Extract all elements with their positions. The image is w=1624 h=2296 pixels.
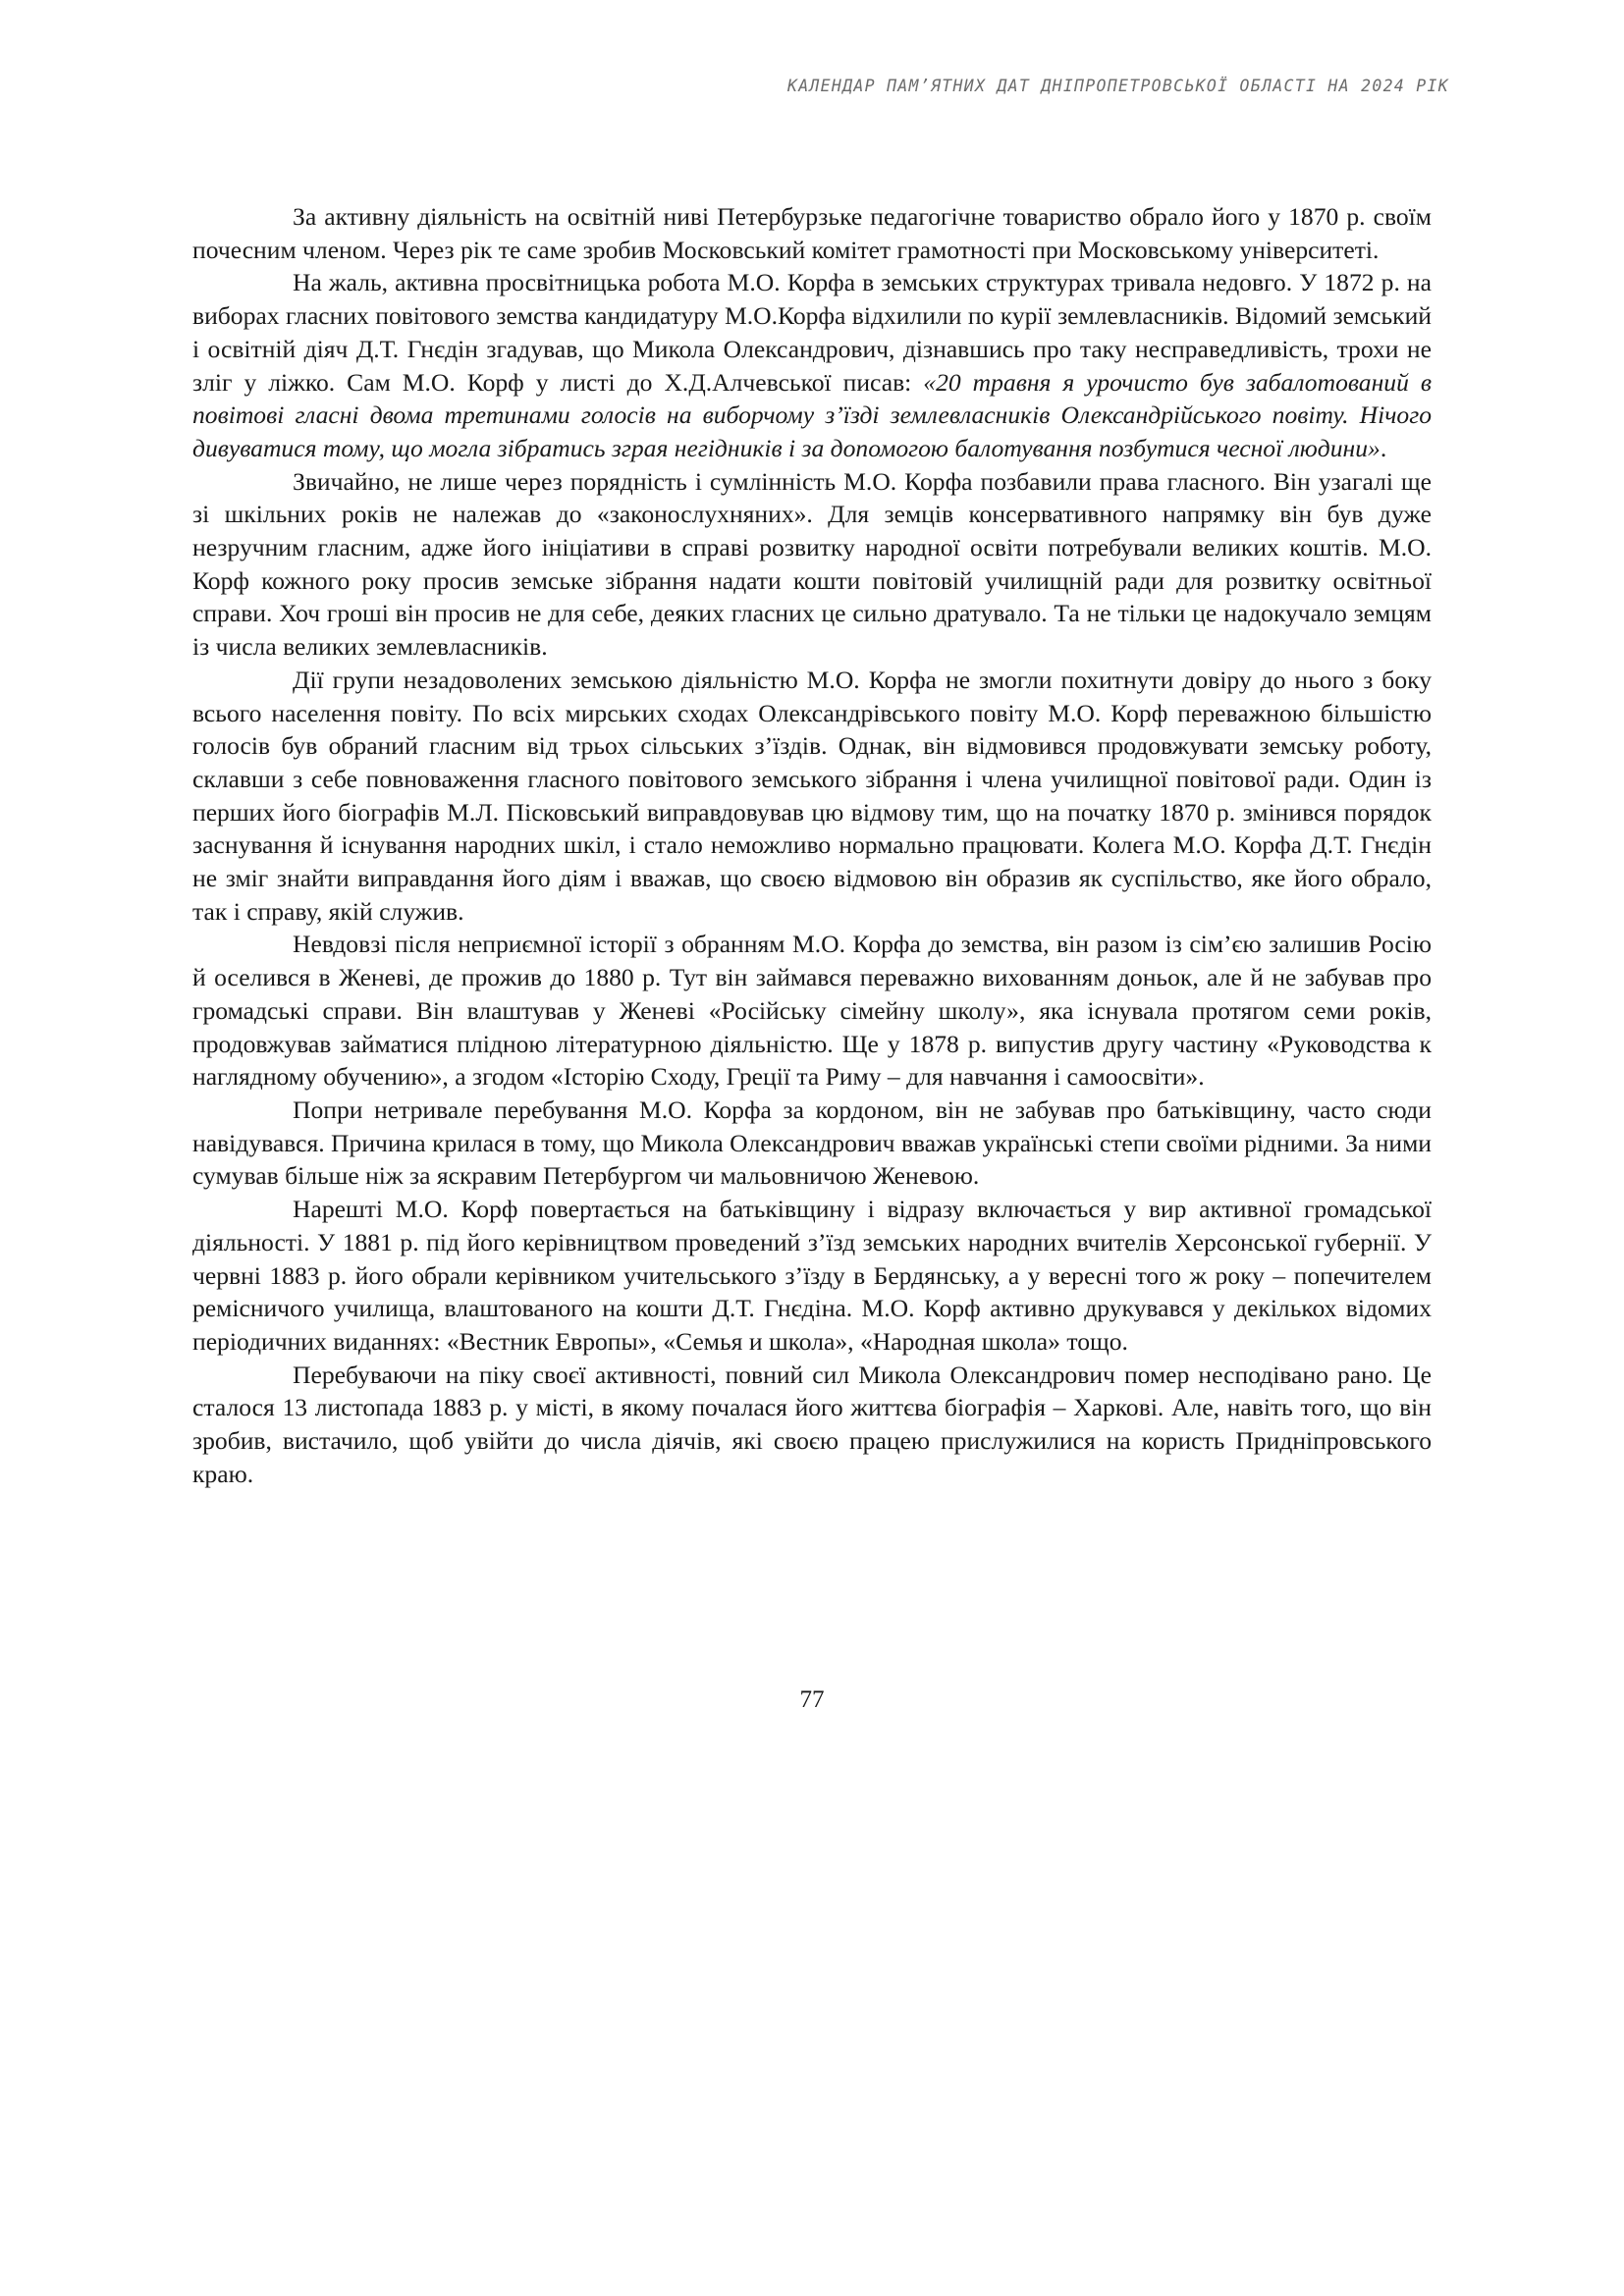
running-header: КАЛЕНДАР ПАМ’ЯТНИХ ДАТ ДНІПРОПЕТРОВСЬКОЇ ОБЛАСТІ НА 2024 РІК	[786, 77, 1449, 95]
page-number: 77	[799, 1686, 825, 1713]
paragraph-2-text: На жаль, активна просвітницька робота М.О. Корфа в земських структурах тривала недовго. У 1872 р. на виборах гласних повітового земства кандидатуру М.О.Корфа відхилили по курії землевласників. Відомий земський і освітній діяч Д.Т. Гнєдін згадував, що Микола Олександрович, дізнавшись про таку несправедливість, трохи не зліг у ліжко. Сам М.О. Корф у листі до Х.Д.Алчевської писав:	[192, 268, 1432, 397]
paragraph-7: Нарешті М.О. Корф повертається на батьківщину і відразу включається у вир активної громадської діяльності. У 1881 р. під його керівництвом проведений з’їзд земських народних вчителів Херсонської губернії. У червні 1883 р. його обрали керівником учительського з’їзду в Бердянську, а у вересні того ж року – попечителем ремісничого училища, влаштованого на кошти Д.Т. Гнєдіна. М.О. Корф активно друкувався у декількох відомих періодичних виданнях: «Вестник Европы», «Семья и школа», «Народная школа» тощо.	[192, 1195, 1432, 1356]
letter-quote: «20 травня я урочисто був забалотований в повітові гласні двома третинами голосів на виборчому з’їзді землевласників Олександрійського повіту. Нічого дивуватися тому, що могла зібратись зграя негідників і за допомогою балотування позбутися чесної людини»	[192, 367, 1432, 462]
paragraph-5: Невдовзі після неприємної історії з обранням М.О. Корфа до земства, він разом із сім’єю залишив Росію й оселився в Женеві, де прожив до 1880 р. Тут він займався переважно вихованням доньок, але й не забував про громадські справи. Він влаштував у Женеві «Російську сімейну школу», яка існувала протягом семи років, продовжував займатися плідною літературною діяльністю. Ще у 1878 р. випустив другу частину «Руководства к наглядному обучению», а згодом «Історію Сходу, Греції та Риму – для навчання і самоосвіти».	[192, 930, 1432, 1092]
paragraph-4: Дії групи незадоволених земською діяльністю М.О. Корфа не змогли похитнути довіру до нього з боку всього населення повіту. По всіх мирських сходах Олександрівського повіту М.О. Корф переважною більшістю голосів був обраний гласним від трьох сільських з’їздів. Однак, він відмовився продовжувати земську роботу, склавши з себе повноваження гласного повітового земського зібрання і члена училищної повітової ради. Один із перших його біографів М.Л. Пісковський виправдовував цю відмову тим, що на початку 1870 р. змінився порядок заснування й існування народних шкіл, і стало неможливо нормально працювати. Колега М.О. Корфа Д.Т. Гнєдін не зміг знайти виправдання його діям і вважав, що своєю відмовою він образив як суспільство, яке його обрало, так і справу, якій служив.	[192, 665, 1432, 926]
paragraph-6: Попри нетривале перебування М.О. Корфа за кордоном, він не забував про батьківщину, часто сюди навідувався. Причина крилася в тому, що Микола Олександрович вважав українські степи своїми рідними. За ними сумував більше ніж за яскравим Петербургом чи мальовничою Женевою.	[192, 1095, 1432, 1191]
body-text	[192, 200, 1432, 1490]
paragraph-2	[192, 266, 1432, 464]
paragraph-8: Перебуваючи на піку своєї активності, повний сил Микола Олександрович помер несподівано рано. Це сталося 13 листопада 1883 р. у місті, в якому почалася його життєва біографія – Харкові. Але, навіть того, що він зробив, вистачило, щоб увійти до числа діячів, які своєю працею прислужилися на користь Придніпровського краю.	[192, 1360, 1432, 1488]
paragraph-2-end: .	[1380, 433, 1387, 462]
paragraph-3: Звичайно, не лише через порядність і сумлінність М.О. Корфа позбавили права гласного. Він узагалі ще зі шкільних років не належав до «законослухняних». Для земців консервативного напрямку він був дуже незручним гласним, адже його ініціативи в справі розвитку народної освіти потребували великих коштів. М.О. Корф кожного року просив земське зібрання надати кошти повітовій училищній ради для розвитку освітньої справи. Хоч гроші він просив не для себе, деяких гласних це сильно дратувало. Та не тільки це надокучало земцям із числа великих землевласників.	[192, 466, 1432, 662]
paragraph-1: За активну діяльність на освітній ниві Петербурзьке педагогічне товариство обрало його у 1870 р. своїм почесним членом. Через рік те саме зробив Московський комітет грамотності при Московському університеті.	[192, 202, 1432, 264]
